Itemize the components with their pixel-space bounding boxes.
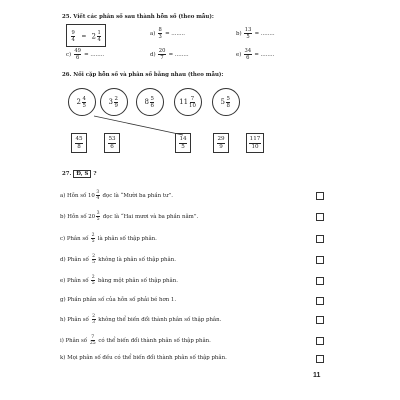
statement-b: b) Hỗn số 20 $\frac{3}{5}$ đọc là “Hai mươi và ba phần năm”. — [60, 211, 199, 223]
fraction-box-2[interactable]: $\frac{53}{6}$ — [104, 133, 120, 153]
checkbox-k[interactable] — [316, 355, 324, 363]
checkbox-d[interactable] — [316, 256, 324, 264]
statement-e: e) Phân số $\frac{2}{5}$ bằng một phân số thập phân. — [60, 275, 178, 287]
fraction-box-3[interactable]: $\frac{14}{5}$ — [175, 133, 191, 153]
checkbox-g[interactable] — [316, 297, 324, 305]
mixed-circle-4[interactable]: 11 $\frac{7}{10}$ — [174, 88, 202, 116]
checkbox-c[interactable] — [316, 235, 324, 243]
ex25-item-b: b) $\frac{13}{5}$ = ........ — [236, 27, 275, 40]
statement-h: h) Phân số $\frac{2}{3}$ không thể biến đổi thành phân số thập phân. — [60, 314, 222, 326]
ex25-item-e: e) $\frac{34}{6}$ = ........ — [236, 48, 275, 61]
checkbox-b[interactable] — [316, 213, 324, 221]
statement-a: a) Hỗn số 10 $\frac{3}{4}$ đọc là “Mười ba phần tư”. — [60, 190, 173, 202]
statement-c: c) Phân số $\frac{2}{5}$ là phân số thập phân. — [60, 233, 157, 245]
example-whole: 2 — [91, 32, 96, 41]
example-box: $\frac{9}{4}$ = 2 $\frac{1}{4}$ — [66, 24, 106, 47]
example-fraction: $\frac{9}{4}$ — [71, 30, 75, 43]
answer-label-box: Đ, S — [73, 170, 91, 178]
page-number: 11 — [313, 372, 321, 379]
ex25-item-c: c) $\frac{49}{6}$ = ........ — [66, 48, 105, 61]
fraction-box-5[interactable]: $\frac{117}{10}$ — [246, 133, 264, 153]
mixed-circle-5[interactable]: 5 $\frac{5}{8}$ — [212, 88, 240, 116]
statement-d: d) Phân số $\frac{2}{5}$ không là phân số thập phân. — [60, 254, 176, 266]
exercise-27-title: 27. Đ, S ? — [62, 171, 97, 177]
statement-i: i) Phân số $\frac{7}{25}$ có thể biến đổi thành phân số thập phân. — [60, 335, 211, 347]
ex25-item-a: a) $\frac{8}{3}$ = ........ — [150, 27, 186, 40]
mixed-circle-2[interactable]: 3 $\frac{2}{9}$ — [100, 88, 128, 116]
exercise-26-title: 26. Nối cặp hỗn số và phân số bằng nhau (theo mẫu): — [62, 72, 224, 78]
checkbox-i[interactable] — [316, 337, 324, 345]
mixed-circle-3[interactable]: 8 $\frac{5}{6}$ — [136, 88, 164, 116]
checkbox-e[interactable] — [316, 277, 324, 285]
statement-k: k) Mọi phân số đều có thể biến đổi thành phân số thập phân. — [60, 355, 227, 361]
checkbox-a[interactable] — [316, 192, 324, 200]
ex25-item-d: d) $\frac{20}{7}$ = ........ — [150, 48, 189, 61]
checkbox-h[interactable] — [316, 316, 324, 324]
mixed-circle-1[interactable]: 2 $\frac{4}{5}$ — [68, 88, 96, 116]
exercise-25-title: 25. Viết các phân số sau thành hỗn số (theo mẫu): — [62, 14, 214, 20]
fraction-box-4[interactable]: $\frac{29}{9}$ — [213, 133, 229, 153]
statement-g: g) Phần phân số của hỗn số phải bé hơn 1. — [60, 297, 177, 303]
fraction-box-1[interactable]: $\frac{45}{8}$ — [71, 133, 87, 153]
